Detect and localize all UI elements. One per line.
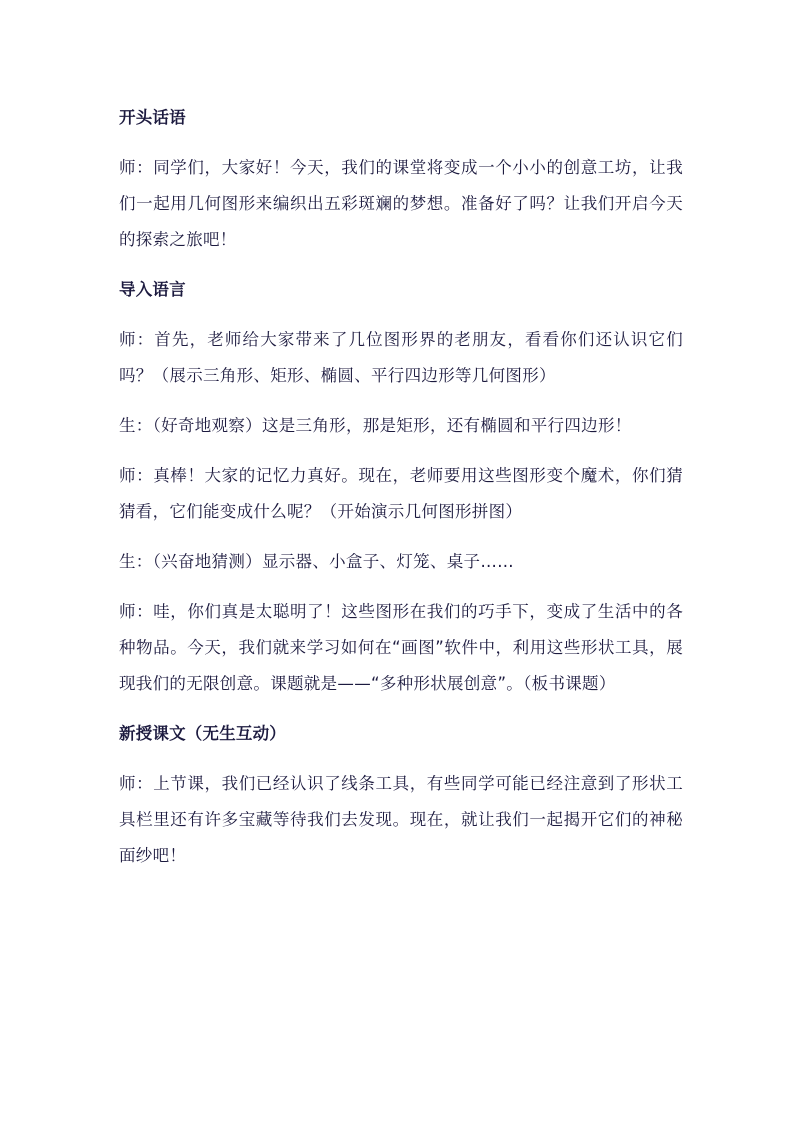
section-heading-opening: 开头话语 [119,108,186,127]
paragraph-opening-teacher: 师：同学们，大家好！今天，我们的课堂将变成一个小小的创意工坊，让我们一起用几何图形来编织出五彩斑斓的梦想。准备好了吗？让我们开启今天的探索之旅吧！ [119,158,683,249]
document-body [119,100,683,874]
paragraph-intro-teacher-2: 师：真棒！大家的记忆力真好。现在，老师要用这些图形变个魔术，你们猜猜看，它们能变成什么呢？（开始演示几何图形拼图） [119,466,683,521]
paragraph-new-lesson-teacher: 师：上节课，我们已经认识了线条工具，有些同学可能已经注意到了形状工具栏里还有许多宝藏等待我们去发现。现在，就让我们一起揭开它们的神秘面纱吧！ [119,774,683,865]
paragraph-intro-teacher-3: 师：哇，你们真是太聪明了！这些图形在我们的巧手下，变成了生活中的各种物品。今天，我们就来学习如何在“画图”软件中，利用这些形状工具，展现我们的无限创意。课题就是——“多种形状展创意”。（板书课题） [119,602,683,693]
paragraph-intro-teacher-1: 师：首先，老师给大家带来了几位图形界的老朋友，看看你们还认识它们吗？（展示三角形、矩形、椭圆、平行四边形等几何图形） [119,330,683,385]
paragraph-intro-student-1: 生：（好奇地观察）这是三角形，那是矩形，还有椭圆和平行四边形！ [119,416,632,435]
section-heading-new-lesson: 新授课文（无生互动） [119,724,286,743]
section-heading-intro: 导入语言 [119,280,186,299]
paragraph-intro-student-2: 生：（兴奋地猜测）显示器、小盒子、灯笼、桌子…… [119,552,514,571]
